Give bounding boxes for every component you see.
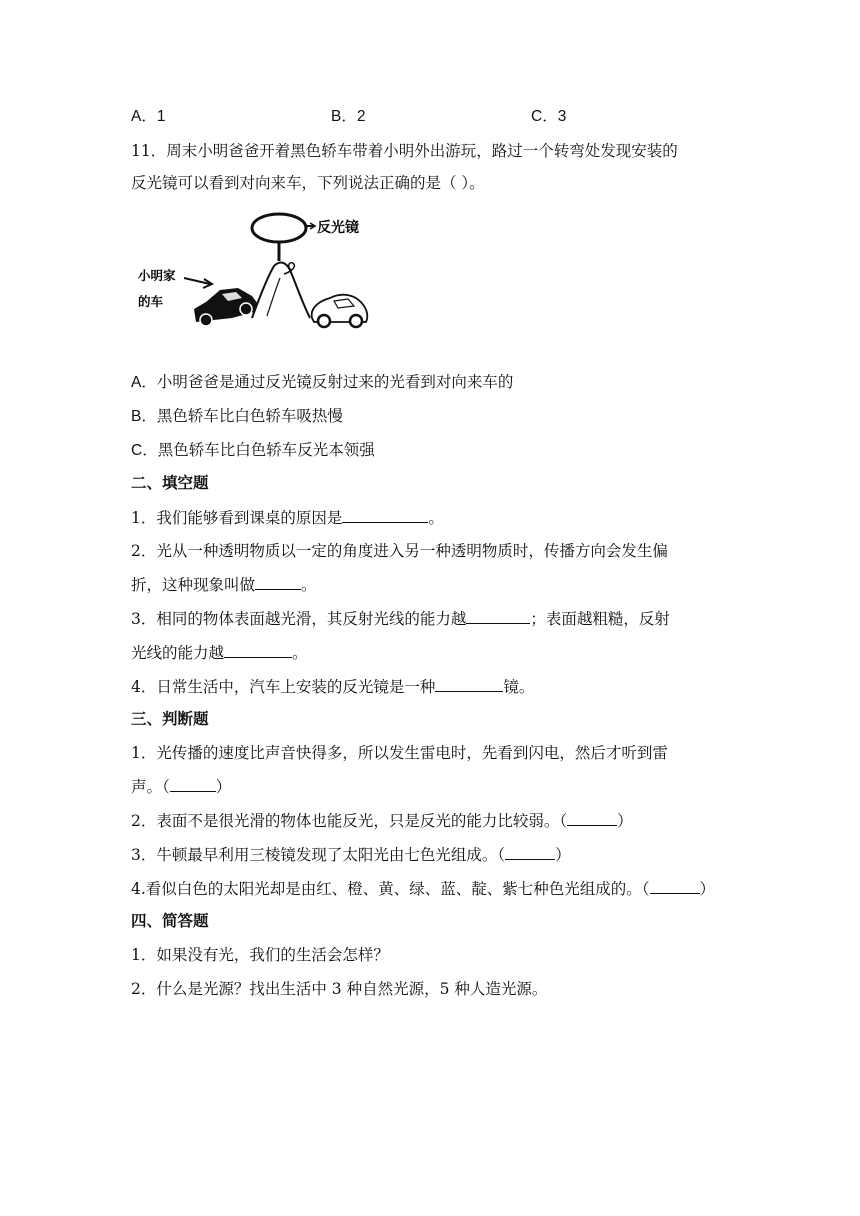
judge-q1-line2: 声。（ ） [131, 775, 231, 798]
section4-title: 四、简答题 [131, 912, 209, 930]
fill-q4: 4．日常生活中，汽车上安装的反光镜是一种 镜。 [131, 675, 534, 698]
fill-q2-line1: 2．光从一种透明物质以一定的角度进入另一种透明物质时，传播方向会发生偏 [131, 542, 668, 560]
fill-q3-line2: 光线的能力越 。 [131, 641, 308, 664]
fill-q3-blank-2[interactable] [224, 641, 292, 658]
fill-q1: 1．我们能够看到课桌的原因是 。 [131, 506, 444, 529]
judge-q3: 3．牛顿最早利用三棱镜发现了太阳光由七色光组成。（ ） [131, 843, 571, 866]
reflector-mirror-shape [252, 214, 306, 242]
section3-title: 三、判断题 [131, 710, 209, 728]
fill-q3-blank-1[interactable] [466, 607, 530, 624]
fill-q3-line1: 3．相同的物体表面越光滑，其反射光线的能力越 ；表面越粗糙，反射 [131, 607, 670, 630]
q11-option-a: A．小明爸爸是通过反光镜反射过来的光看到对向来车的 [131, 373, 514, 391]
judge-q2-blank[interactable] [567, 809, 617, 826]
judge-q1-line1: 1．光传播的速度比声音快得多，所以发生雷电时，先看到闪电，然后才听到雷 [131, 744, 668, 762]
fill-q1-blank[interactable] [342, 506, 428, 523]
black-car-shape [194, 288, 258, 326]
reflector-scene-illustration [134, 206, 370, 334]
fill-q4-blank[interactable] [435, 675, 503, 692]
judge-q2: 2．表面不是很光滑的物体也能反光，只是反光的能力比较弱。（ ） [131, 809, 633, 832]
car-label-line2: 的车 [138, 294, 164, 309]
mirror-label: 反光镜 [317, 220, 359, 236]
q11-stem-line2: 反光镜可以看到对向来车，下列说法正确的是（ ）。 [131, 174, 485, 192]
q10-option-b: B．2 [331, 108, 366, 125]
judge-q1-blank[interactable] [170, 775, 216, 792]
q10-option-a: A．1 [131, 108, 166, 125]
q11-figure [134, 206, 370, 334]
q11-option-c: C．黑色轿车比白色轿车反光本领强 [131, 441, 375, 459]
car-label-line1: 小明家 [138, 268, 176, 283]
short-q1: 1．如果没有光，我们的生活会怎样？ [131, 946, 389, 964]
fill-q2-blank[interactable] [255, 573, 301, 590]
short-q2: 2．什么是光源？找出生活中 3 种自然光源，5 种人造光源。 [131, 980, 548, 998]
section2-title: 二、填空题 [131, 474, 209, 492]
fill-q2-line2: 折，这种现象叫做 。 [131, 573, 317, 596]
q10-option-c: C．3 [531, 108, 567, 125]
judge-q3-blank[interactable] [505, 843, 555, 860]
q11-option-b: B．黑色轿车比白色轿车吸热慢 [131, 407, 343, 425]
q11-stem-line1: 11．周末小明爸爸开着黑色轿车带着小明外出游玩，路过一个转弯处发现安装的 [131, 142, 678, 160]
white-car-shape [312, 295, 368, 327]
judge-q4-blank[interactable] [650, 877, 700, 894]
judge-q4: 4.看似白色的太阳光却是由红、橙、黄、绿、蓝、靛、紫七种色光组成的。（ ） [131, 877, 715, 900]
mountain-shape [252, 263, 310, 318]
